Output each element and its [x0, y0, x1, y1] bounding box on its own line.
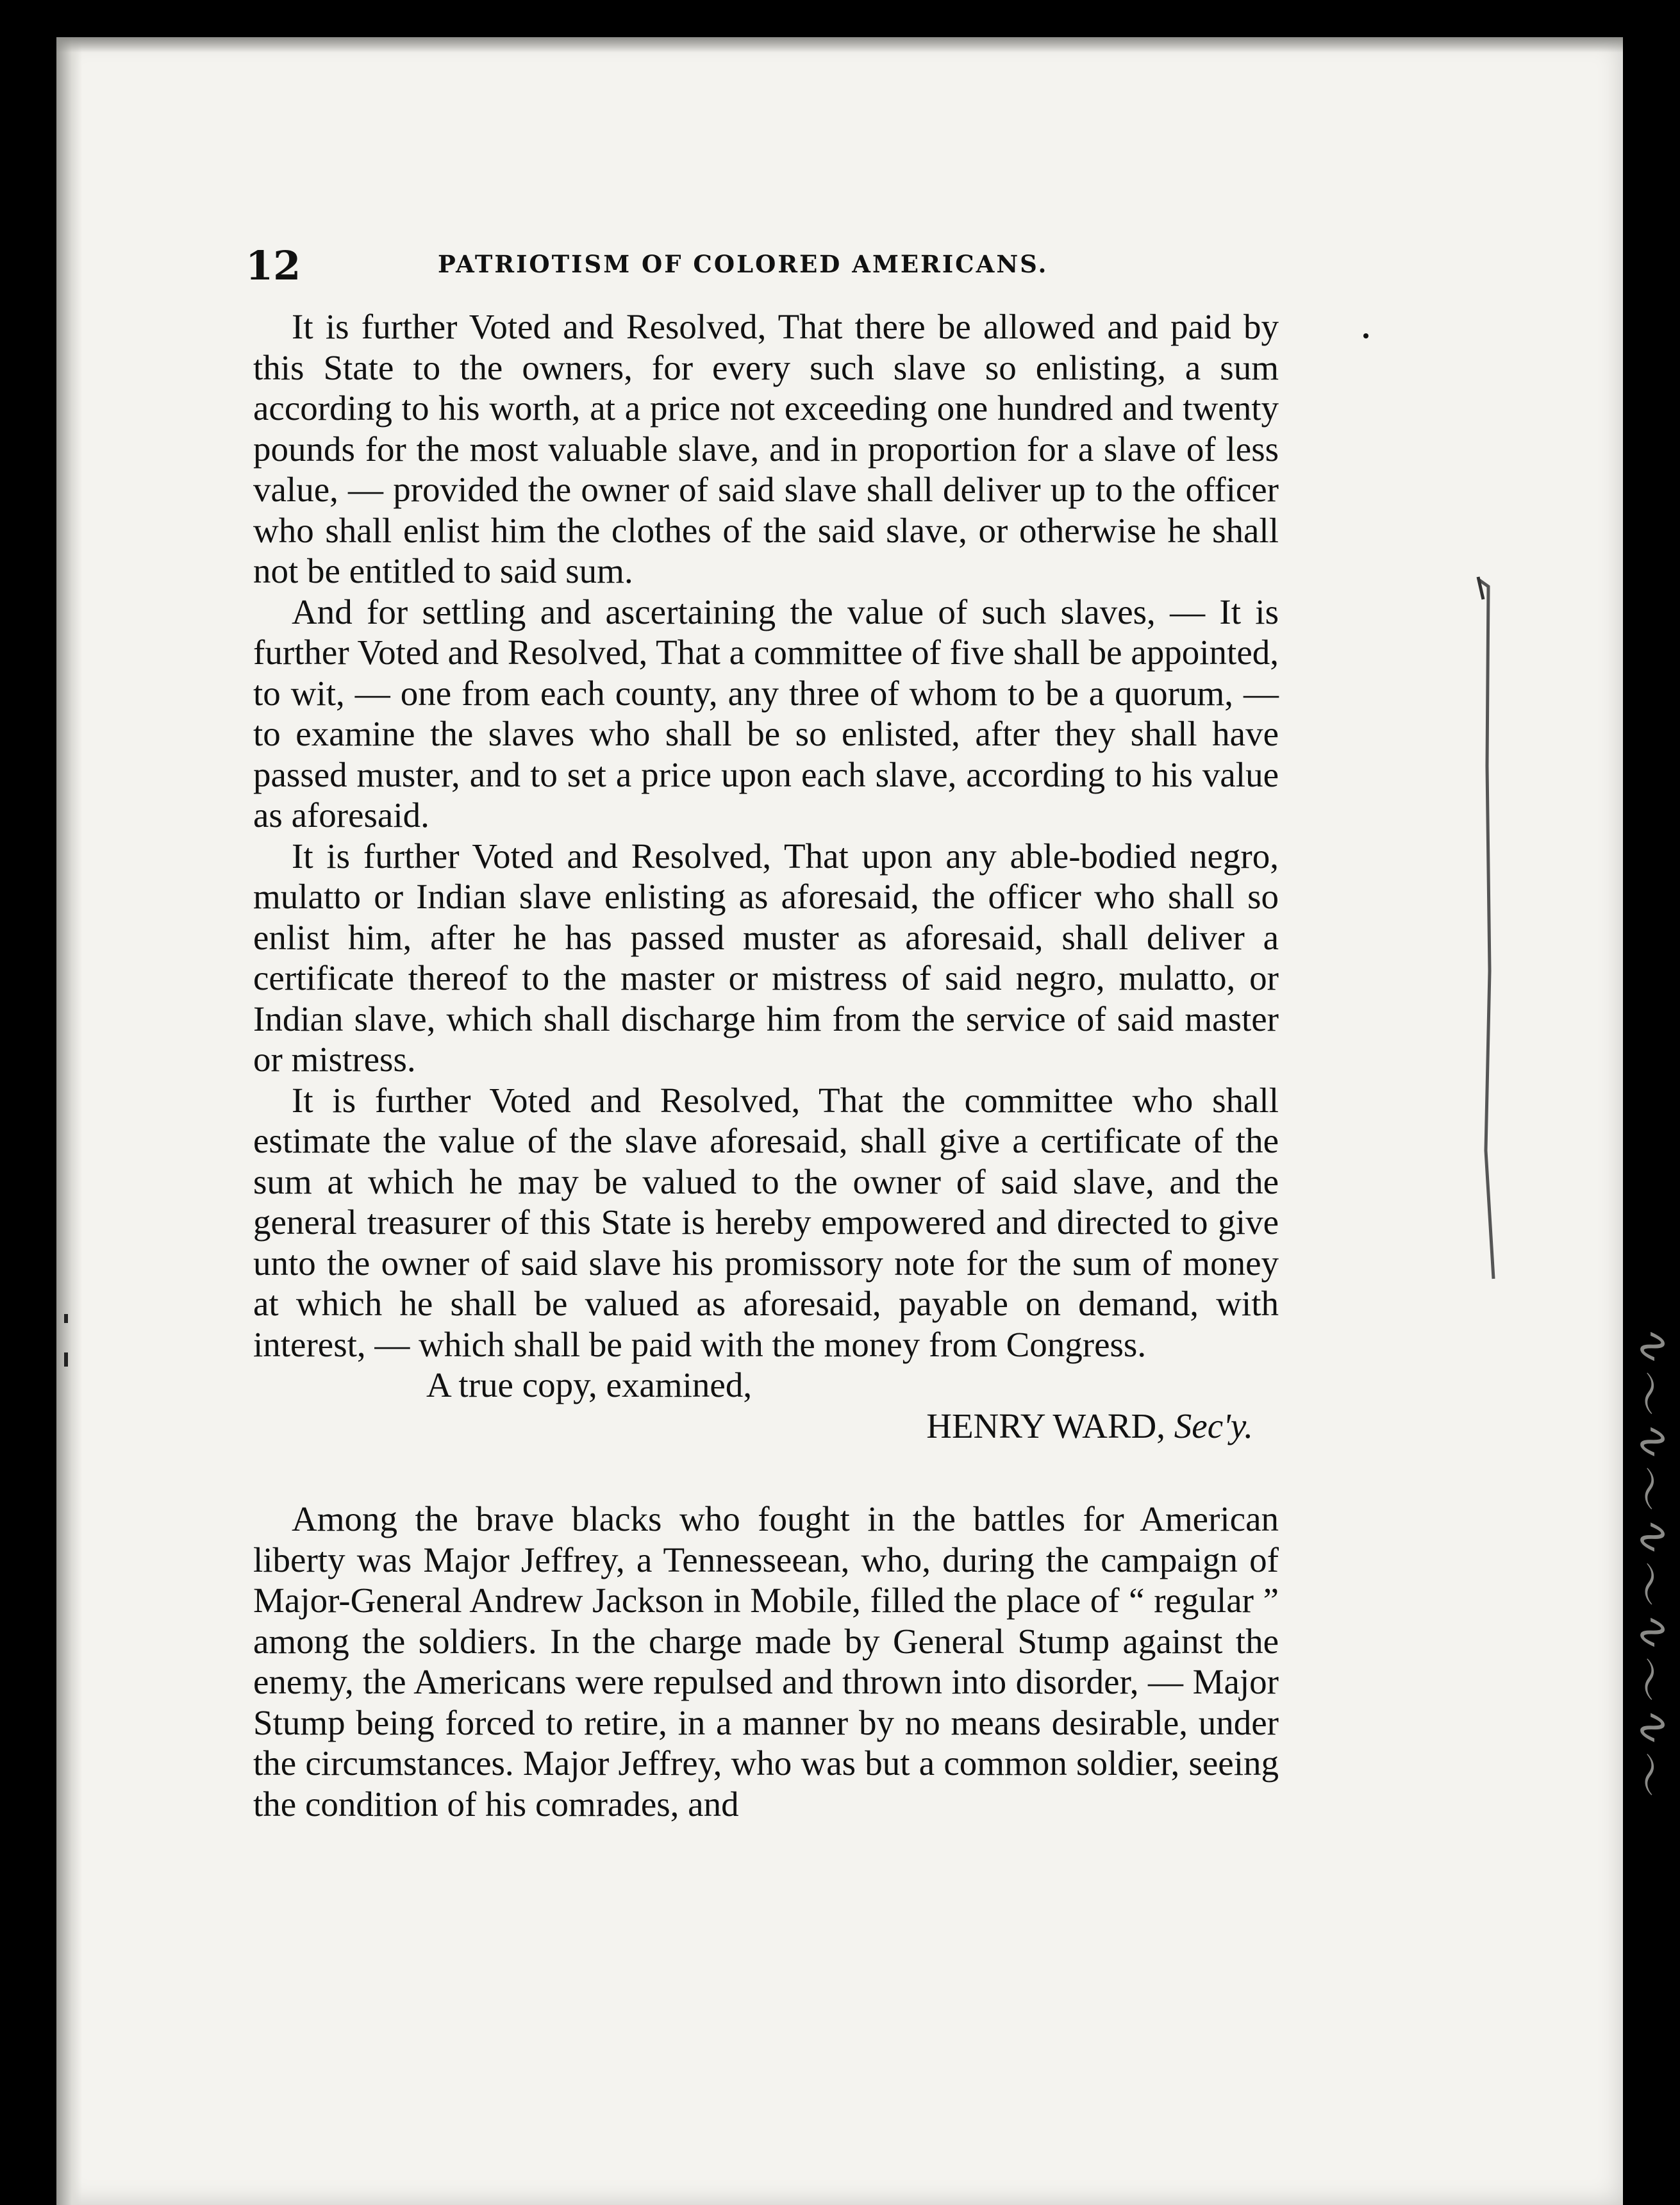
signature-name: HENRY WARD, [926, 1406, 1166, 1445]
paragraph-2: And for settling and ascertaining the value of such slaves, — It is further Voted and Resolved, That a committee of five shall be appointed, to wit, — one from each county, any three of whom to be a quorum, — to examine the slaves who shall be so enlisted, after they shall have passed muster, and to set a price upon each slave, according to his value as aforesaid. [253, 592, 1279, 835]
signature-title: Sec'y. [1174, 1406, 1253, 1445]
left-edge-marks [63, 1314, 73, 1391]
running-head-title: PATRIOTISM OF COLORED AMERICANS. [438, 250, 1049, 278]
handwritten-margin-annotation [1570, 673, 1677, 1827]
page-number: 12 [245, 242, 301, 289]
paragraph-1: It is further Voted and Resolved, That there be allowed and paid by this State to the owners, for every such slave so enlisting, a sum according to his worth, at a price not exceeding one hundred and twenty pounds for the most valuable slave, and in proportion for a slave of less value, — provided the owner of said slave shall deliver up to the officer who shall enlist him the clothes of the said slave, or otherwise he shall not be entitled to said sum. [253, 307, 1279, 590]
paragraph-3: It is further Voted and Resolved, That upon any able-bodied negro, mulatto or Indian slave enlisting as aforesaid, the officer who shall so enlist him, after he has passed muster as aforesaid, shall deliver a certificate thereof to the master or mistress of said negro, mulatto, or Indian slave, which shall discharge him from the service of said master or mistress. [253, 836, 1279, 1079]
signature [253, 1406, 1279, 1447]
closing-line: A true copy, examined, [426, 1365, 753, 1404]
ink-dot [1363, 333, 1368, 338]
page-left-edge-shadow [56, 37, 82, 2205]
margin-bracket-mark [1474, 574, 1500, 1292]
paragraph-narrative: Among the brave blacks who fought in the battles for American liberty was Major Jeffrey, a Tennesseean, who, during the campaign of Major-General Andrew Jackson in Mobile, filled the place of “ regular ” among the soldiers. In the charge made by General Stump against the enemy, the Americans were repulsed and thrown into disorder, — Major Stump being forced to retire, in a manner by no means desirable, under the circumstances. Major Jeffrey, who was but a common soldier, seeing the condition of his comrades, and [253, 1499, 1279, 1824]
handwriting-scribble-icon: 〜∿〜∿〜∿〜∿〜∿ [1625, 1324, 1677, 1801]
body-text [253, 306, 1279, 1824]
running-head [245, 231, 1271, 301]
paragraph-4: It is further Voted and Resolved, That the committee who shall estimate the value of the slave aforesaid, shall give a certificate of the sum at which he may be valued to the owner of said slave, and the general treasurer of this State is hereby empowered and directed to give unto the owner of said slave his promissory note for the sum of money at which he shall be valued as aforesaid, payable on demand, with interest, — which shall be paid with the money from Congress. [253, 1080, 1279, 1364]
section-gap [253, 1446, 1279, 1499]
page-top-edge-shadow [56, 37, 1623, 53]
